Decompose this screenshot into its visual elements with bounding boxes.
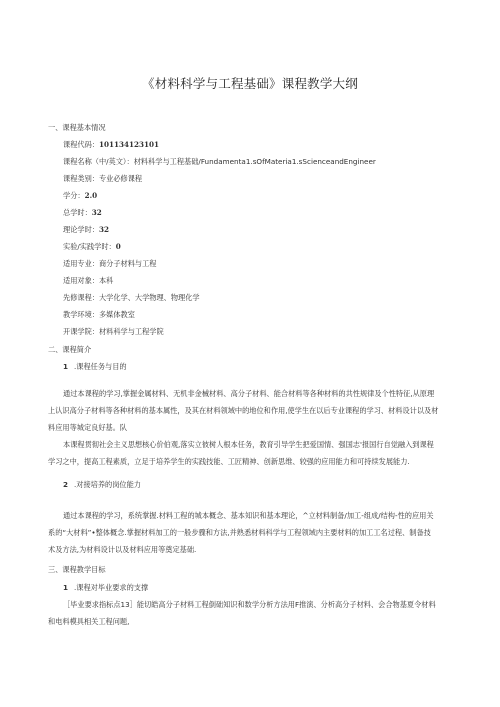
section-heading-goals: 三、课程教学目标: [48, 565, 106, 574]
info-row-environment: [63, 310, 135, 319]
info-value: 多媒体教室: [98, 310, 135, 319]
subheading-course-task: [63, 362, 127, 371]
info-label: 适用对象：: [63, 276, 99, 285]
info-label: 课程代码：: [63, 140, 99, 149]
paragraph-line: 料应用等城定良好基。队: [48, 423, 128, 432]
paragraph-line: 术及方法,为材料设计以及材料应用等奠定基础.: [48, 545, 197, 554]
info-label: 课程名称（中/英文）：: [63, 157, 134, 166]
info-label: 总学时：: [63, 208, 92, 217]
info-row-total-hours: [63, 208, 102, 217]
info-row-course-name: [63, 157, 376, 166]
info-value: 专业必修课程: [98, 174, 143, 183]
subheading-title: .课程任务与目的: [74, 362, 127, 371]
section-heading-intro: 二、课程简介: [48, 345, 92, 354]
info-row-audience: [63, 276, 113, 285]
info-row-credits: [63, 191, 97, 200]
section-heading-basic: 一、课程基本情况: [48, 123, 106, 132]
subheading-job-ability: [63, 480, 141, 489]
paragraph-line: 通过本课程的学习,掌握金属材料、无机非金械材料、高分子材料、能合材料等各种材料的共性规律及个性特征,从原理: [63, 389, 435, 398]
paragraph-line: 学习之中，提高工程素质，立足于培养学生的实践技能、工匠精神、创新思维、较强的应用能力和可持续发展能力.: [48, 457, 410, 466]
info-value: 0: [115, 242, 121, 251]
paragraph-line: ［毕业要求指标点13］能切皓高分子材料工程倒础知识和数学分析方法用F推演、分析高分子材料、会合物基夏令材料: [63, 600, 436, 609]
document-title: 《材料科学与工程基础》课程教学大纲: [142, 76, 358, 91]
paragraph-line: 通过本课程的学习，系统掌握.材料工程的城本概念、基本知识和基本理论，^立材料制备/加工-组成/结构-性的应用关: [63, 511, 434, 520]
subheading-number: 2: [63, 480, 69, 489]
info-row-major: [63, 259, 156, 268]
subheading-title: .课程对毕业要求的支撑: [74, 583, 149, 592]
info-value: 商分子材料与工程: [98, 259, 157, 268]
subheading-graduation-support: [63, 583, 148, 592]
info-row-college: [63, 327, 164, 336]
info-value: 32: [98, 225, 109, 234]
info-value: 101134123101: [98, 140, 159, 149]
info-row-theory-hours: [63, 225, 109, 234]
info-value: 大学化学、大学物理、物理化学: [98, 293, 200, 302]
info-label: 先修课程：: [63, 293, 99, 302]
info-label: 理论学时：: [63, 225, 99, 234]
info-row-course-category: [63, 174, 142, 183]
info-label: 教学环境：: [63, 310, 99, 319]
info-value: 本科: [98, 276, 114, 285]
info-row-course-code: [63, 140, 159, 149]
paragraph-line: 和电料模具相关工程问题,: [48, 617, 130, 626]
info-label: 学分：: [63, 191, 85, 200]
subheading-number: 1: [63, 362, 69, 371]
info-row-practice-hours: [63, 242, 121, 251]
info-value: 材料科学与工程基础/Fundamenta1.sOfMateria1.sScienceandEngineer: [133, 157, 376, 166]
paragraph-line: 本课程贯彻社会主义思想核心价伯观,落实立彼树人根本任务，教育引导学生把爱国情、强国志'报国行自觉融入到课程: [63, 440, 434, 449]
subheading-title: .对接培养的岗位能力: [74, 480, 141, 489]
info-label: 适用专业：: [63, 259, 99, 268]
info-label: 课程类别：: [63, 174, 99, 183]
info-value: 32: [91, 208, 102, 217]
subheading-number: 1: [63, 583, 69, 592]
info-label: 开课学院：: [63, 327, 99, 336]
paragraph-line: 上认识高分子材料等各种材料的基本属性，及其在材料领域中的地位和作用,使学生在以后专业课程的学习、材料设计以及材: [48, 406, 439, 415]
paragraph-line: 系的“大材料”•整体概念.掌握材料加工的一般步骤和方法,并熟悉材料科学与工程领域内主要材料的加工工名过程、制备技: [48, 528, 431, 537]
info-value: 材料科学与工程学院: [98, 327, 164, 336]
info-value: 2.0: [84, 191, 98, 200]
info-label: 实验/实践学时：: [63, 242, 116, 251]
info-row-prerequisites: [63, 293, 200, 302]
